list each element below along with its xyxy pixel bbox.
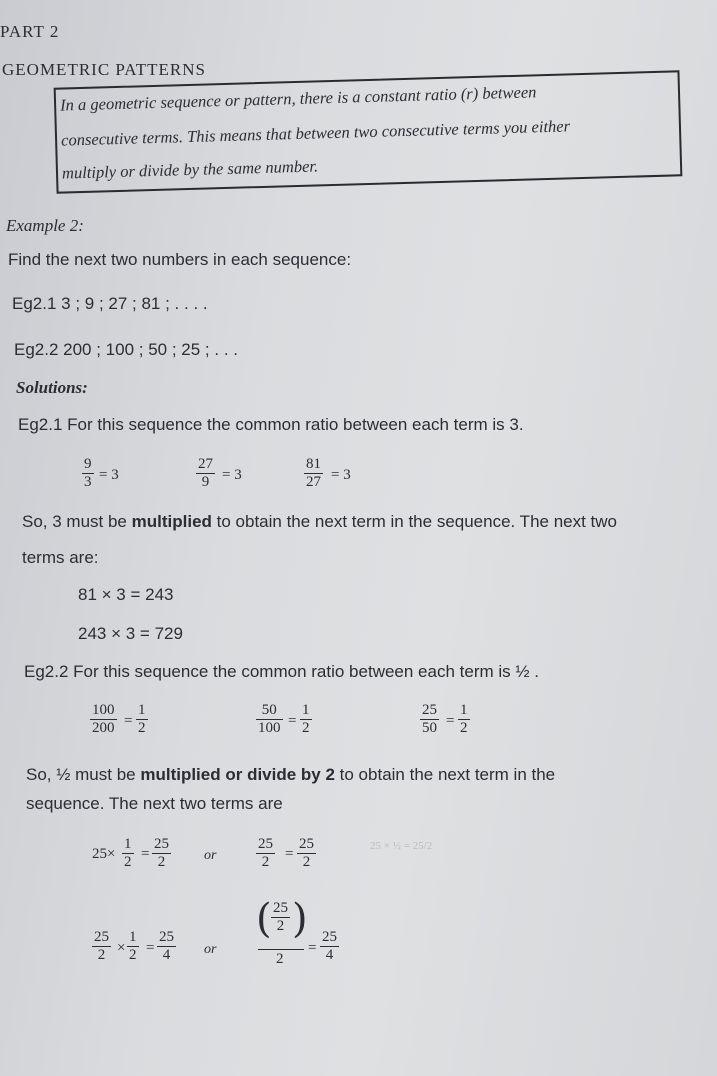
ratio-result-fraction <box>300 702 312 737</box>
denominator: 4 <box>320 946 339 964</box>
left-paren: ( <box>256 896 272 942</box>
ratio-numerator: 1 <box>302 702 310 718</box>
right-paren: ) <box>292 896 308 942</box>
definition-line-3: multiply or divide by the same number. <box>61 156 319 183</box>
denominator: 2 <box>92 946 111 964</box>
numerator: 25 <box>299 836 314 852</box>
ratio-numerator: 1 <box>138 702 146 718</box>
or-label: or <box>204 942 217 957</box>
ratio-fraction-3 <box>304 456 323 491</box>
fraction-25-over-2 <box>297 836 316 871</box>
numerator: 25 <box>258 836 273 852</box>
numerator: 25 <box>273 900 288 916</box>
conclusion-text: to obtain the next term in the <box>334 765 556 784</box>
denominator: 2 <box>256 853 275 871</box>
numerator: 1 <box>129 929 137 945</box>
fraction-one-half <box>127 929 139 964</box>
ratio-denominator: 3 <box>84 474 92 490</box>
conclusion-bold: multiplied or divide by 2 <box>140 765 335 784</box>
calculation-2: 243 × 3 = 729 <box>78 624 183 643</box>
conclusion-bold: multiplied <box>131 512 212 531</box>
sequence-eg2-1: Eg2.1 3 ; 9 ; 27 ; 81 ; . . . . <box>12 294 208 313</box>
instruction-text: Find the next two numbers in each sequence: <box>8 250 352 269</box>
equals-sign: = <box>285 846 294 862</box>
definition-box <box>54 70 683 193</box>
denominator: 2 <box>297 853 316 871</box>
conclusion-text: So, ½ must be <box>26 765 141 784</box>
faint-bleedthrough-note: 25 × ½ = 25/2 <box>370 840 433 852</box>
solutions-label: Solutions: <box>16 378 88 397</box>
fraction-25-over-4 <box>157 929 176 964</box>
solution-eg2-1-conclusion-line2: terms are: <box>22 548 99 567</box>
ratio-denominator: 2 <box>460 720 468 736</box>
denominator: 2 <box>124 854 132 870</box>
numerator: 25 <box>94 929 109 945</box>
definition-line-1: In a geometric sequence or pattern, there is a constant ratio (r) between <box>59 82 537 115</box>
equals-sign: = <box>446 713 455 729</box>
solution-eg2-1-conclusion <box>22 512 617 532</box>
denominator: 2 <box>271 917 290 935</box>
calculation-1: 81 × 3 = 243 <box>78 585 174 604</box>
ratio-denominator: 200 <box>92 720 115 736</box>
ratio-fraction-2 <box>196 456 215 491</box>
equals-sign: = <box>124 713 133 729</box>
numerator: 1 <box>124 836 132 852</box>
fraction-25-over-2 <box>256 836 275 871</box>
page-title: GEOMETRIC PATTERNS <box>2 60 206 79</box>
denominator: 2 <box>152 853 171 871</box>
times-sign: × <box>117 940 126 956</box>
equals-sign: = <box>288 713 297 729</box>
ratio-result-fraction <box>458 702 470 737</box>
conclusion-text: So, 3 must be <box>22 512 132 531</box>
ratio-numerator: 27 <box>198 456 213 472</box>
ratio-denominator: 27 <box>306 474 321 490</box>
ratio-denominator: 9 <box>196 473 215 491</box>
ratio-denominator: 100 <box>258 720 281 736</box>
numerator: 25 <box>154 836 169 852</box>
equals-sign: = <box>141 846 150 862</box>
solution-eg2-2-statement: Eg2.2 For this sequence the common ratio between each term is ½ . <box>24 662 539 681</box>
ratio-result-fraction <box>136 702 148 737</box>
denominator: 4 <box>157 946 176 964</box>
or-label: or <box>204 848 217 863</box>
ratio-fraction-1 <box>82 456 94 491</box>
ratio-denominator: 2 <box>138 720 146 736</box>
ratio-result: = 3 <box>331 467 351 483</box>
example-label: Example 2: <box>6 216 84 235</box>
ratio-fraction-6 <box>420 702 439 737</box>
solution-eg2-2-conclusion-line2: sequence. The next two terms are <box>26 794 283 813</box>
ratio-denominator: 2 <box>302 720 310 736</box>
solution-eg2-2-conclusion <box>26 765 555 785</box>
denominator: 2 <box>276 951 284 967</box>
numerator: 25 <box>322 929 337 945</box>
numerator: 25 <box>159 929 174 945</box>
fraction-25-over-2 <box>92 929 111 964</box>
equals-sign: = <box>146 940 155 956</box>
equals-sign: = <box>308 940 317 956</box>
ratio-result: = 3 <box>222 467 242 483</box>
ratio-fraction-4 <box>90 702 117 737</box>
ratio-denominator: 50 <box>422 720 437 736</box>
ratio-result: = 3 <box>99 467 119 483</box>
conclusion-text: to obtain the next term in the sequence. The next two <box>211 512 618 531</box>
ratio-numerator: 9 <box>84 456 92 472</box>
fraction-25-over-4 <box>320 929 339 964</box>
definition-line-2: consecutive terms. This means that between two consecutive terms you either <box>60 116 571 150</box>
fraction-25-over-2 <box>152 836 171 871</box>
fraction-one-half <box>122 836 134 871</box>
ratio-numerator: 25 <box>422 702 437 718</box>
lead-number: 25× <box>92 846 116 862</box>
compound-fraction <box>256 896 306 972</box>
main-fraction-bar <box>258 949 304 950</box>
sequence-eg2-2: Eg2.2 200 ; 100 ; 50 ; 25 ; . . . <box>14 340 238 359</box>
denominator: 2 <box>129 947 137 963</box>
ratio-fraction-5 <box>256 702 283 737</box>
ratio-numerator: 100 <box>92 702 115 718</box>
part-heading: PART 2 <box>0 22 60 41</box>
solution-eg2-1-statement: Eg2.1 For this sequence the common ratio between each term is 3. <box>18 415 524 434</box>
ratio-numerator: 81 <box>306 456 321 472</box>
inner-fraction-25-over-2 <box>271 900 290 935</box>
ratio-numerator: 1 <box>460 702 468 718</box>
ratio-numerator: 50 <box>261 702 277 718</box>
